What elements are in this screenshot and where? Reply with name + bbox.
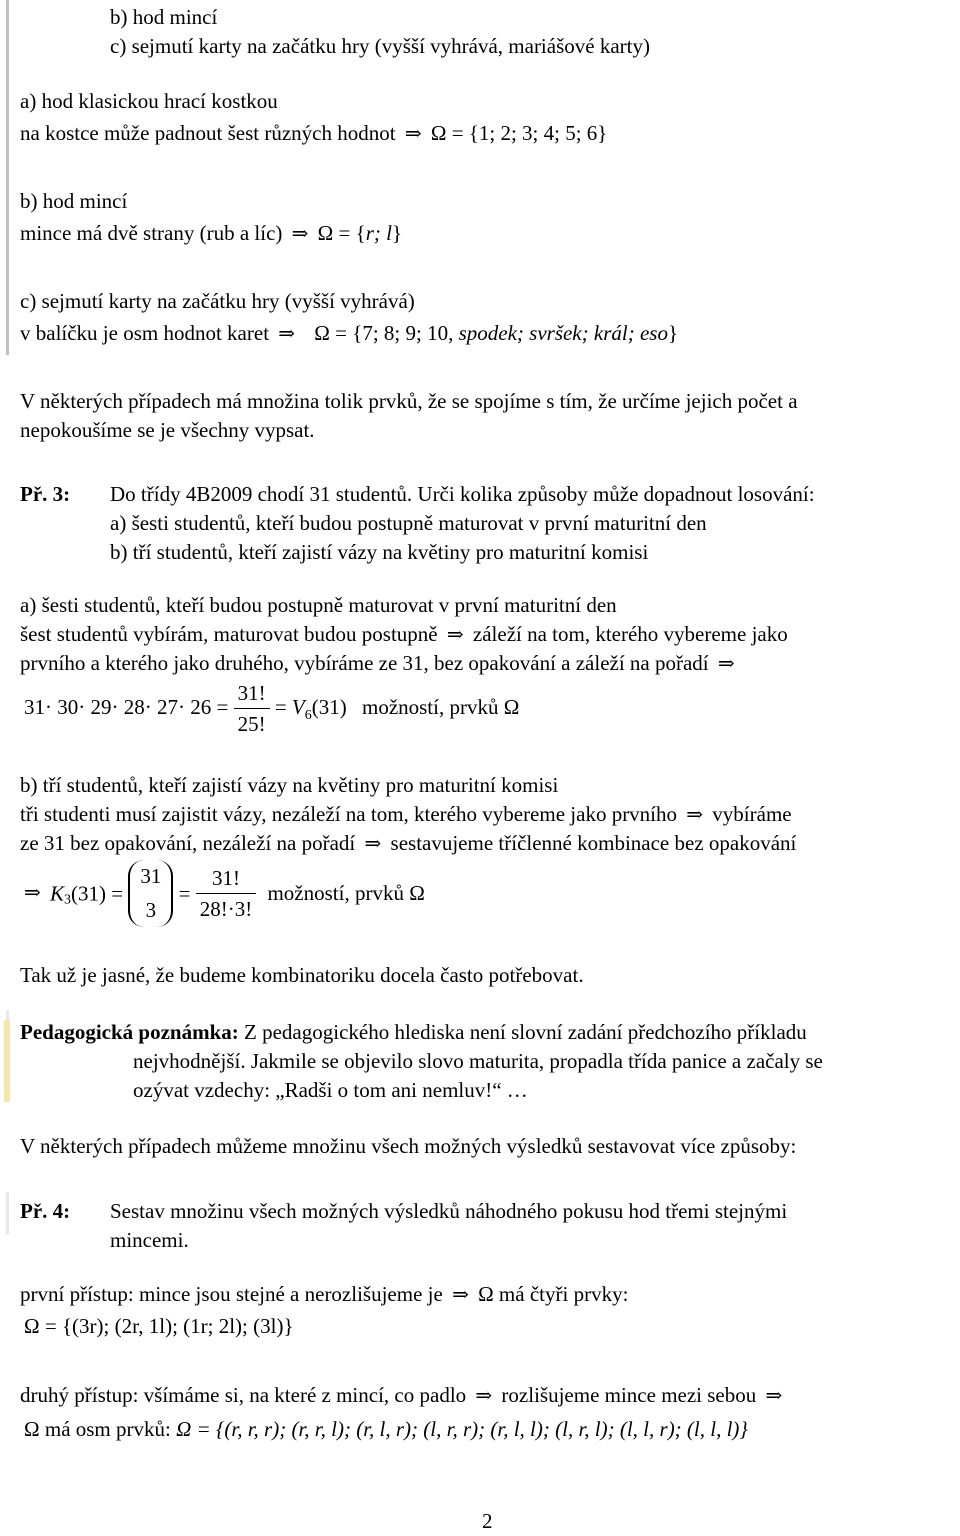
text-span: na kostce může padnout šest různých hodnot: [20, 121, 396, 145]
margin-bar-highlight: [4, 1020, 10, 1102]
equals-sign: =: [178, 881, 191, 906]
solution-title: b) tří studentů, kteří zajistí vázy na květiny pro maturitní komisi: [20, 773, 559, 797]
math-set-suffix: }: [391, 221, 403, 245]
math-set-items: r; l: [365, 221, 392, 245]
math-set-items: spodek; svršek; král; eso: [458, 321, 668, 345]
paragraph-line: V některých případech můžeme množinu všech možných výsledků sestavovat více způsoby:: [20, 1134, 797, 1158]
text-line: [20, 619, 788, 650]
text-line: [20, 318, 678, 349]
implies-arrow-icon: ⇒: [717, 653, 735, 675]
text-span: tři studenti musí zajistit vázy, nezáleží na tom, kterého vybereme jako prvního: [20, 802, 678, 826]
text-line: c) sejmutí karty na začátku hry (vyšší vyhrává, mariášové karty): [110, 34, 650, 58]
fraction-denominator: 28!·3!: [199, 897, 253, 922]
variation-subscript: 6: [304, 707, 312, 723]
fraction-numerator: 31!: [234, 678, 270, 709]
section-title: b) hod mincí: [20, 189, 128, 213]
formula-permutation: [24, 678, 519, 740]
text-span: Ω má osm prvků:: [24, 1417, 171, 1441]
implies-arrow-icon: ⇒: [452, 1284, 469, 1306]
example-line: a) šesti studentů, kteří budou postupně maturovat v první maturitní den: [110, 511, 707, 535]
variation-symbol: V: [291, 694, 305, 719]
formula-tail: možností, prvků Ω: [361, 694, 520, 719]
fraction-denominator: 25!: [237, 712, 266, 737]
formula-combination: [20, 860, 425, 927]
math-set: Ω = {(3r); (2r, 1l); (1r; 2l); (3l)}: [24, 1314, 294, 1338]
implies-arrow-icon: ⇒: [765, 1385, 783, 1407]
text-span: rozlišujeme mince mezi sebou: [501, 1383, 757, 1407]
page-number: 2: [482, 1509, 493, 1533]
binomial-coefficient: [128, 860, 173, 927]
text-span: Z pedagogického hlediska není slovní zadání předchozího příkladu: [244, 1020, 807, 1044]
text-line: [20, 1279, 628, 1310]
binomial-bottom: 3: [145, 897, 157, 922]
implies-arrow-icon: ⇒: [291, 223, 309, 245]
text-line: [20, 648, 739, 679]
pedagogical-note-line: nejvhodnější. Jakmile se objevilo slovo maturita, propadla třída panice a začaly se: [133, 1049, 823, 1073]
text-line: [20, 828, 796, 859]
text-line: [20, 1380, 786, 1411]
math-set: Ω = {(r, r, r); (r, r, l); (r, l, r); (l, r, r); (r, l, l); (l, r, l); (l, l, r); (l, l, l)}: [176, 1417, 748, 1441]
example-label: Př. 3:: [20, 482, 71, 506]
implies-arrow-icon: ⇒: [475, 1385, 493, 1407]
text-line: [24, 1414, 748, 1444]
math-set-suffix: }: [667, 321, 679, 345]
binomial-top: 31: [140, 864, 162, 888]
combination-argument: (31) =: [71, 881, 124, 906]
combination-subscript: 3: [64, 892, 72, 908]
pedagogical-note-line: [20, 1017, 807, 1047]
combination-symbol: K: [50, 881, 65, 906]
paragraph-line: nepokoušíme se je všechny vypsat.: [20, 418, 315, 442]
fraction: [196, 863, 256, 925]
example-line: mincemi.: [110, 1228, 189, 1252]
text-span: prvního a kterého jako druhého, vybíráme ze 31, bez opakování a záleží na pořadí: [20, 651, 709, 675]
pedagogical-note-line: ozývat vzdechy: „Radši o tom ani nemluv!“ …: [133, 1078, 528, 1102]
formula-product: 31· 30· 29· 28· 27· 26 =: [24, 694, 229, 719]
fraction: [234, 678, 270, 740]
text-span: záleží na tom, kterého vybereme jako: [472, 622, 788, 646]
implies-arrow-icon: ⇒: [278, 323, 296, 345]
implies-arrow-icon: ⇒: [404, 123, 422, 145]
text-span: ze 31 bez opakování, nezáleží na pořadí: [20, 831, 356, 855]
implies-arrow-icon: ⇒: [446, 624, 464, 646]
text-span: první přístup: mince jsou stejné a nerozlišujeme je: [20, 1282, 443, 1306]
text-line: [20, 218, 402, 249]
text-span: druhý přístup: všímáme si, na které z mincí, co padlo: [20, 1383, 467, 1407]
section-title: a) hod klasickou hrací kostkou: [20, 89, 278, 113]
margin-bar: [6, 0, 9, 355]
formula-tail: možností, prvků Ω: [267, 881, 425, 906]
variation-argument: (31): [311, 694, 347, 719]
equals-sign: =: [274, 694, 287, 719]
paragraph-line: Tak už je jasné, že budeme kombinatoriku docela často potřebovat.: [20, 963, 584, 987]
text-line: b) hod mincí: [110, 5, 218, 29]
text-span: vybíráme: [712, 802, 792, 826]
text-span: šest studentů vybírám, maturovat budou postupně: [20, 622, 438, 646]
text-span: Ω má čtyři prvky:: [478, 1282, 629, 1306]
example-line: Sestav množinu všech možných výsledků náhodného pokusu hod třemi stejnými: [110, 1199, 788, 1223]
section-title: c) sejmutí karty na začátku hry (vyšší vyhrává): [20, 289, 415, 313]
implies-arrow-icon: ⇒: [364, 833, 382, 855]
text-span: mince má dvě strany (rub a líc): [20, 221, 283, 245]
text-span: sestavujeme tříčlenné kombinace bez opakování: [390, 831, 797, 855]
implies-arrow-icon: ⇒: [24, 882, 41, 905]
paragraph-line: V některých případech má množina tolik prvků, že se spojíme s tím, že určíme jejich počet a: [20, 389, 798, 413]
pedagogical-note-label: Pedagogická poznámka:: [20, 1020, 239, 1044]
math-set: Ω = {1; 2; 3; 4; 5; 6}: [430, 121, 608, 145]
text-line: [20, 118, 607, 149]
margin-bar: [6, 1192, 9, 1234]
solution-title: a) šesti studentů, kteří budou postupně maturovat v první maturitní den: [20, 593, 617, 617]
math-set-prefix: Ω = {: [317, 221, 366, 245]
math-set-prefix: Ω = {7; 8; 9; 10,: [314, 321, 454, 345]
text-line: [20, 799, 792, 830]
example-line: Do třídy 4B2009 chodí 31 studentů. Urči kolika způsoby může dopadnout losování:: [110, 482, 815, 506]
text-span: v balíčku je osm hodnot karet: [20, 321, 270, 345]
example-line: b) tří studentů, kteří zajistí vázy na květiny pro maturitní komisi: [110, 540, 649, 564]
fraction-numerator: 31!: [196, 863, 256, 894]
implies-arrow-icon: ⇒: [686, 804, 704, 826]
example-label: Př. 4:: [20, 1199, 71, 1223]
